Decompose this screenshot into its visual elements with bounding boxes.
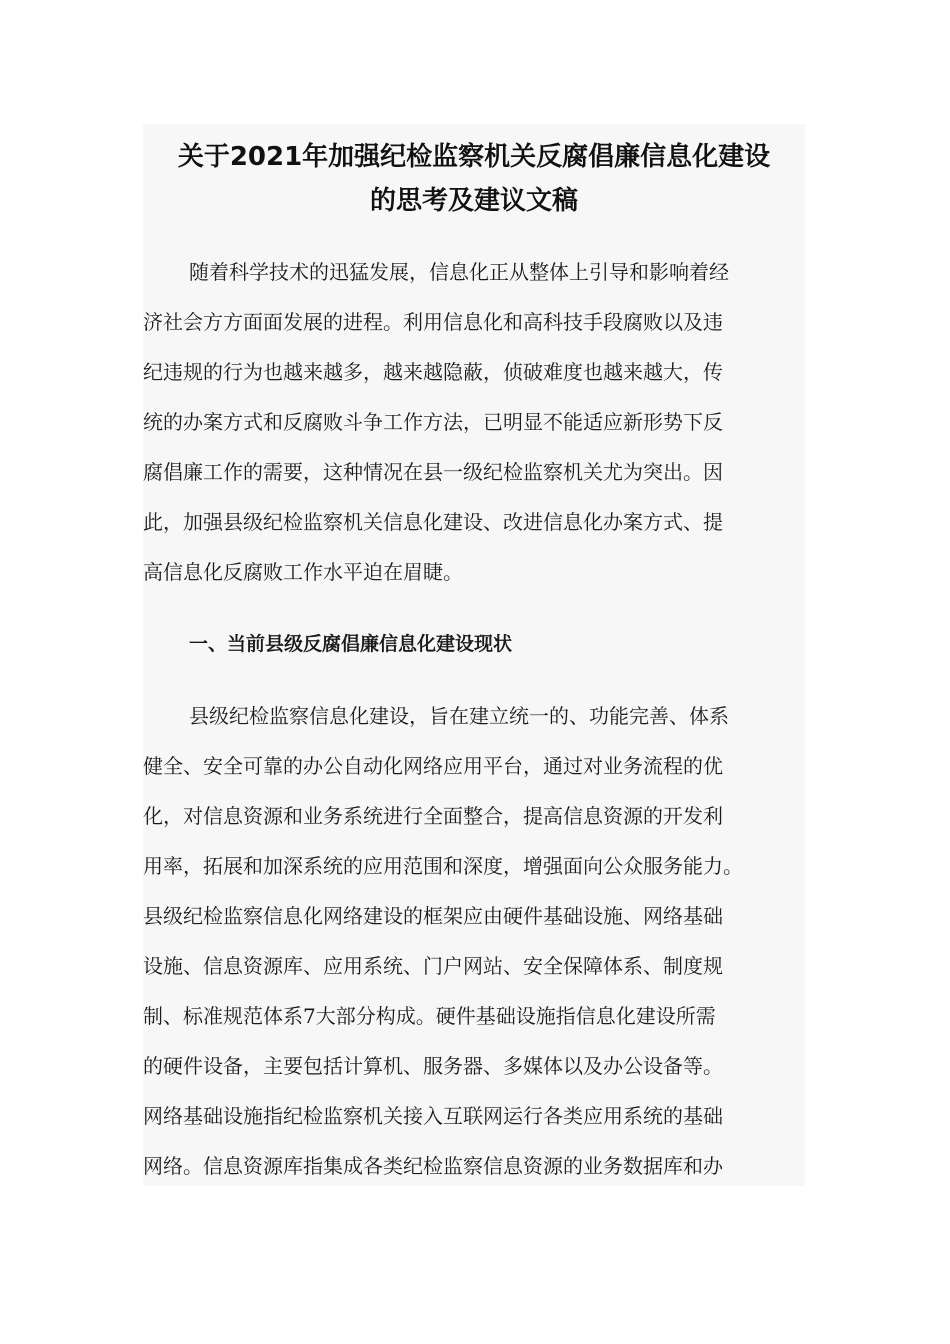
paragraph-1-line: 腐倡廉工作的需要，这种情况在县一级纪检监察机关尤为突出。因 — [143, 460, 723, 484]
paragraph-1-line: 高信息化反腐败工作水平迫在眉睫。 — [143, 560, 463, 584]
document-title-line-2: 的思考及建议文稿 — [369, 186, 578, 216]
document-page — [143, 124, 805, 1186]
paragraph-2-line: 县级纪检监察信息化建设，旨在建立统一的、功能完善、体系 — [189, 704, 729, 728]
paragraph-1-line: 统的办案方式和反腐败斗争工作方法，已明显不能适应新形势下反 — [143, 410, 723, 434]
paragraph-1-line: 济社会方方面面发展的进程。利用信息化和高科技手段腐败以及违 — [143, 310, 723, 334]
paragraph-2-line: 网络基础设施指纪检监察机关接入互联网运行各类应用系统的基础 — [143, 1104, 723, 1128]
document-title-line-1: 关于2021年加强纪检监察机关反腐倡廉信息化建设 — [177, 142, 771, 172]
section-heading: 一、当前县级反腐倡廉信息化建设现状 — [189, 633, 513, 655]
paragraph-2-line: 用率，拓展和加深系统的应用范围和深度，增强面向公众服务能力。 — [143, 854, 743, 878]
paragraph-1-line: 纪违规的行为也越来越多，越来越隐蔽，侦破难度也越来越大，传 — [143, 360, 723, 384]
paragraph-2-line: 健全、安全可靠的办公自动化网络应用平台，通过对业务流程的优 — [143, 754, 723, 778]
paragraph-2-line: 化，对信息资源和业务系统进行全面整合，提高信息资源的开发利 — [143, 804, 723, 828]
paragraph-2-line: 网络。信息资源库指集成各类纪检监察信息资源的业务数据库和办 — [143, 1154, 723, 1178]
paragraph-2-line: 设施、信息资源库、应用系统、门户网站、安全保障体系、制度规 — [143, 954, 723, 978]
paragraph-2-line: 县级纪检监察信息化网络建设的框架应由硬件基础设施、网络基础 — [143, 904, 723, 928]
paragraph-2-line: 的硬件设备，主要包括计算机、服务器、多媒体以及办公设备等。 — [143, 1054, 723, 1078]
paragraph-1-line: 随着科学技术的迅猛发展，信息化正从整体上引导和影响着经 — [189, 260, 729, 284]
paragraph-2-line: 制、标准规范体系7大部分构成。硬件基础设施指信息化建设所需 — [143, 1004, 716, 1028]
paragraph-1-line: 此，加强县级纪检监察机关信息化建设、改进信息化办案方式、提 — [143, 510, 723, 534]
